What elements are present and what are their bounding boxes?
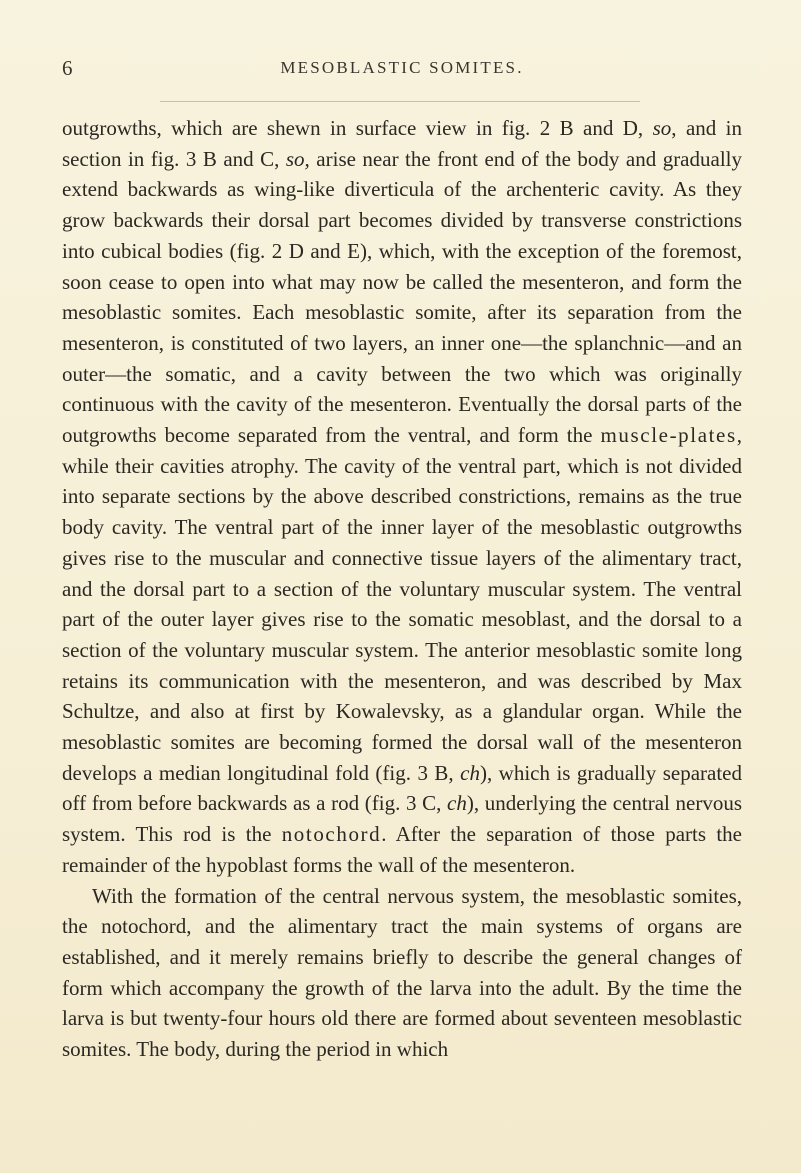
paragraph-2: With the formation of the central nervous system, the mesoblastic somites, the notochord, and the alimentary tract the main systems of organs are established, and it merely remains briefly to describe the general changes of form which accompany the growth of the larva into the adult. By the time the larva is but twenty-four hours old there are formed about seventeen mesoblastic somites. The body, during the period in which [62, 883, 742, 1062]
italic-term: so [652, 116, 672, 140]
text-run: outgrowths, which are shewn in surface view in fig. 2 B and D, [62, 116, 653, 140]
spaced-term: notochord [281, 822, 382, 847]
text-run: , while their cavities atrophy. The cavity of the ventral part, which is not divided into separate sections by the above described constrictions, remains as the true body cavity. The ventral part of the inner layer of the mesoblastic outgrowths gives rise to the muscular and connective tissue layers of the alimentary tract, and the dorsal part to a section of the voluntary muscular system. The ventral part of the outer layer gives rise to the somatic mesoblast, and the dorsal to a section of the voluntary muscular system. The anterior mesoblastic somite long retains its communication with the mesenteron, and was described by Max Schultze, and also at first by Kowalevsky, as a glandular organ. While the mesoblastic somites are becoming formed the dorsal wall of the mesenteron develops a median longitudinal fold (fig. 3 B, [62, 423, 742, 785]
text-run: arise near the front end of the body and gradually extend backwards as wing-like diverticula of the archenteric cavity. As they grow backwards their dorsal part becomes divided by transverse constrictions into cubical bodies (fig. 2 D and E), which, with the exception of the foremost, soon cease to open into what may now be called the mesenteron, and form the mesoblastic somites. Each mesoblastic somite, after its separation from the mesenteron, is constituted of two layers, an inner one—the splanchnic—and an outer—the somatic, and a cavity between the two which was originally continuous with the cavity of the mesenteron. Eventually the dorsal parts of the outgrowths become separated from the ventral, and form the [62, 146, 742, 448]
spaced-term: muscle-plates [600, 423, 737, 448]
running-title: MESOBLASTIC SOMITES. [280, 58, 524, 77]
header-rule [160, 101, 640, 102]
italic-term: ch [447, 791, 467, 816]
paragraph-1 [62, 113, 742, 881]
italic-term: ch [460, 760, 480, 785]
italic-term: so, [285, 146, 310, 171]
text-run: , and in section in fig. 3 B and C, [62, 116, 743, 171]
body-text [62, 113, 742, 1065]
text-run: . After the separation of those parts the remainder of the hypoblast forms the wall of the mesenteron. [62, 822, 742, 877]
text-run: ), underlying the central nervous system. This rod is the [62, 791, 742, 847]
page-header [62, 56, 742, 84]
page-number: 6 [62, 56, 73, 80]
text-run: ), which is gradually separated off from before backwards as a rod (fig. 3 C, [62, 760, 742, 816]
